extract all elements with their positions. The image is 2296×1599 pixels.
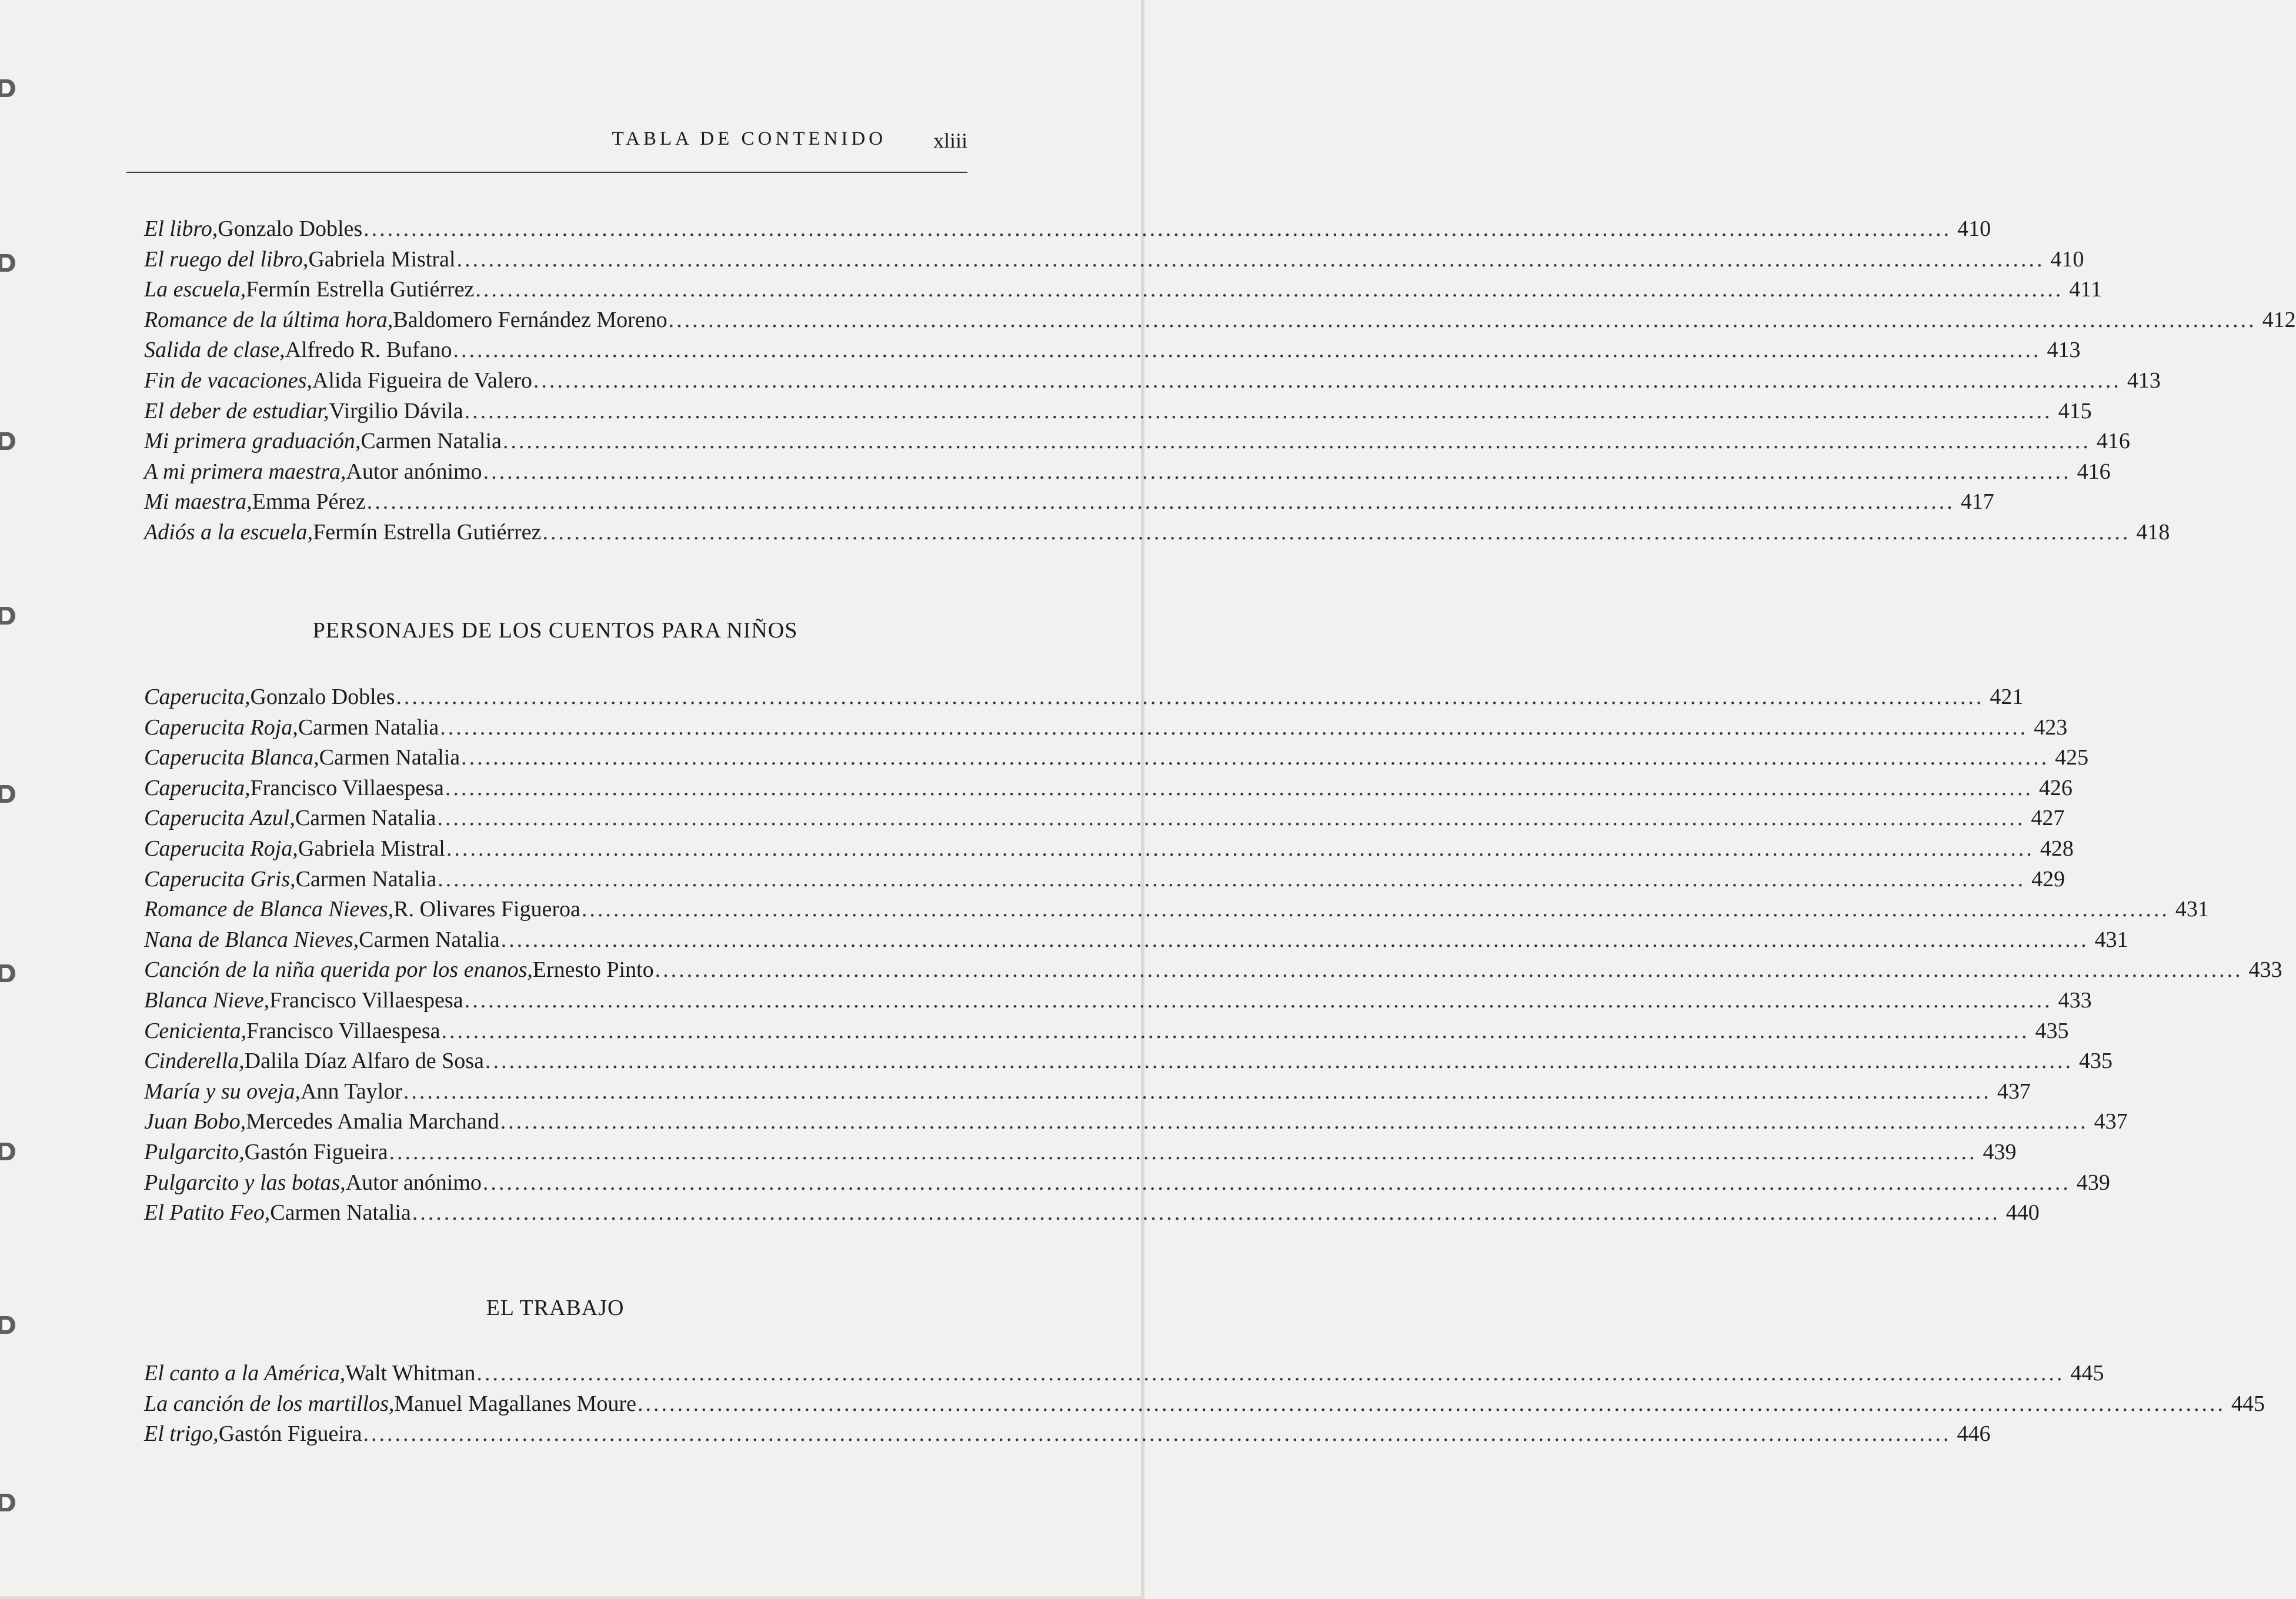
entry-page: 410 [1957, 216, 1991, 241]
dot-leader: ........................................................................................................................................................................................................ [475, 277, 2064, 302]
entry-title: El ruego del libro, [144, 246, 309, 272]
toc-entry [144, 426, 2130, 457]
entry-page: 416 [2077, 459, 2111, 484]
entry-author: Fermín Estrella Gutiérrez [313, 519, 542, 545]
running-header [126, 128, 967, 163]
toc-entry [144, 245, 2084, 275]
toc-entry [144, 1077, 2031, 1107]
entry-title: El trigo, [144, 1421, 219, 1447]
entry-title: El Patito Feo, [144, 1200, 271, 1226]
entry-page: 421 [1990, 685, 2024, 709]
dot-leader: ........................................................................................................................................................................................................ [500, 1109, 2088, 1134]
entry-title: La canción de los martillos, [144, 1391, 395, 1416]
header-rule [126, 172, 967, 173]
entry-title: A mi primera maestra, [144, 459, 346, 484]
punch-hole-icon [0, 254, 15, 272]
entry-title: El deber de estudiar, [144, 398, 329, 423]
entry-author: Virgilio Dávila [329, 398, 463, 423]
toc-entry [144, 803, 2065, 834]
dot-leader: ........................................................................................................................................................................................................ [542, 519, 2131, 545]
entry-author: Francisco Villaespesa [246, 1018, 440, 1043]
entry-author: Gonzalo Dobles [250, 685, 395, 709]
entry-author: Carmen Natalia [319, 745, 460, 770]
entry-title: Canción de la niña querida por los enanos, [144, 957, 533, 983]
dot-leader: ........................................................................................................................................................................................................ [500, 927, 2089, 952]
entry-author: Gonzalo Dobles [218, 216, 363, 241]
entry-page: 411 [2069, 277, 2102, 302]
entry-author: Ernesto Pinto [532, 957, 654, 983]
toc-entry [144, 1389, 2265, 1420]
entry-title: Caperucita Roja, [144, 836, 298, 861]
dot-leader: ........................................................................................................................................................................................................ [366, 489, 1955, 515]
entry-page: 446 [1957, 1421, 1991, 1447]
toc-entry [144, 1137, 2017, 1168]
toc-entry [144, 682, 2024, 713]
entry-title: Salida de clase, [144, 338, 285, 363]
entry-author: Francisco Villaespesa [269, 987, 463, 1013]
entry-title: Nana de Blanca Nieves, [144, 927, 359, 952]
entry-page: 416 [2096, 429, 2130, 454]
dot-leader: ........................................................................................................................................................................................................ [456, 246, 2045, 272]
entry-title: Blanca Nieve, [144, 987, 270, 1013]
toc-section-el-trabajo [144, 1358, 2265, 1450]
dot-leader: ........................................................................................................................................................................................................ [441, 1018, 2030, 1043]
entry-author: Emma Pérez [252, 489, 366, 515]
toc-entry [144, 986, 2092, 1016]
section-heading-el-trabajo: EL TRABAJO [486, 1296, 625, 1320]
section-heading-personajes: PERSONAJES DE LOS CUENTOS PARA NIÑOS [312, 618, 798, 643]
entry-author: Carmen Natalia [270, 1200, 411, 1226]
dot-leader: ........................................................................................................................................................................................................ [637, 1391, 2225, 1416]
entry-author: Manuel Magallanes Moure [394, 1391, 636, 1416]
toc-entry [144, 1419, 1991, 1450]
dot-leader: ........................................................................................................................................................................................................ [655, 957, 2243, 983]
toc-entry [144, 396, 2092, 427]
entry-page: 433 [2248, 957, 2282, 983]
entry-page: 437 [2094, 1109, 2128, 1134]
entry-author: Autor anónimo [346, 459, 482, 484]
entry-title: Caperucita, [144, 685, 251, 709]
entry-page: 417 [1960, 489, 1994, 515]
toc-entry [144, 743, 2089, 773]
entry-page: 425 [2055, 745, 2089, 770]
toc-entry [144, 1358, 2104, 1389]
entry-page: 413 [2127, 368, 2161, 393]
entry-author: Carmen Natalia [298, 715, 439, 740]
entry-author: Gabriela Mistral [308, 246, 456, 272]
entry-title: Caperucita Roja, [144, 715, 298, 740]
toc-entry [144, 487, 1994, 518]
entry-author: Ann Taylor [300, 1079, 402, 1104]
entry-title: Mi maestra, [144, 489, 252, 515]
toc-entry [144, 1016, 2069, 1047]
dot-leader: ........................................................................................................................................................................................................ [502, 429, 2091, 454]
toc-entry [144, 275, 2102, 305]
dot-leader: ........................................................................................................................................................................................................ [445, 775, 2033, 800]
entry-title: María y su oveja, [144, 1079, 301, 1104]
entry-title: Caperucita, [144, 775, 251, 800]
toc-entry [144, 457, 2111, 488]
entry-page: 445 [2231, 1391, 2265, 1416]
punch-hole-icon [0, 1494, 15, 1511]
entry-title: Caperucita Blanca, [144, 745, 319, 770]
toc-entry [144, 366, 2161, 396]
dot-leader: ........................................................................................................................................................................................................ [446, 836, 2034, 861]
toc-entry [144, 713, 2068, 743]
dot-leader: ........................................................................................................................................................................................................ [453, 338, 2041, 363]
toc-entry [144, 1168, 2110, 1199]
entry-title: Caperucita Gris, [144, 866, 296, 892]
punch-hole-icon [0, 1316, 15, 1334]
punch-hole-icon [0, 607, 15, 625]
entry-title: La escuela, [144, 277, 246, 302]
punch-hole-icon [0, 785, 15, 803]
entry-author: R. Olivares Figueroa [393, 897, 580, 922]
entry-author: Gastón Figueira [244, 1139, 388, 1164]
entry-title: Romance de Blanca Nieves, [144, 897, 394, 922]
toc-entry [144, 214, 1991, 245]
entry-page: 428 [2040, 836, 2074, 861]
entry-page: 439 [2076, 1170, 2110, 1195]
dot-leader: ........................................................................................................................................................................................................ [476, 1361, 2065, 1386]
entry-author: Alfredo R. Bufano [285, 338, 452, 363]
entry-title: Fin de vacaciones, [144, 368, 312, 393]
page-bottom-edge [0, 1596, 1144, 1599]
entry-author: Dalila Díaz Alfaro de Sosa [244, 1049, 484, 1074]
entry-title: Cenicienta, [144, 1018, 247, 1043]
punch-hole-icon [0, 432, 15, 450]
dot-leader: ........................................................................................................................................................................................................ [485, 1049, 2073, 1074]
toc-entry [144, 955, 2282, 986]
entry-page: 433 [2058, 987, 2092, 1013]
entry-page: 437 [1997, 1079, 2031, 1104]
entry-page: 431 [2094, 927, 2128, 952]
entry-page: 429 [2031, 866, 2065, 892]
dot-leader: ........................................................................................................................................................................................................ [396, 685, 1984, 709]
entry-page: 440 [2005, 1200, 2040, 1226]
entry-page: 415 [2058, 398, 2092, 423]
dot-leader: ........................................................................................................................................................................................................ [412, 1200, 2000, 1226]
entry-title: Juan Bobo, [144, 1109, 246, 1134]
toc-entry [144, 894, 2209, 925]
entry-page: 435 [2078, 1049, 2113, 1074]
entry-page: 423 [2034, 715, 2068, 740]
toc-section-personajes [144, 682, 2282, 1229]
toc-entry [144, 1198, 2040, 1229]
entry-page: 418 [2136, 519, 2170, 545]
entry-page: 427 [2031, 806, 2065, 831]
entry-author: Carmen Natalia [361, 429, 502, 454]
toc-entry [144, 1046, 2113, 1077]
entry-title: Cinderella, [144, 1049, 245, 1074]
dot-leader: ........................................................................................................................................................................................................ [363, 216, 1952, 241]
entry-author: Carmen Natalia [359, 927, 500, 952]
entry-title: Pulgarcito, [144, 1139, 245, 1164]
toc-entry [144, 773, 2073, 804]
entry-title: El libro, [144, 216, 218, 241]
entry-author: Carmen Natalia [295, 866, 437, 892]
entry-author: Autor anónimo [345, 1170, 482, 1195]
entry-author: Gabriela Mistral [298, 836, 445, 861]
entry-author: Gastón Figueira [218, 1421, 362, 1447]
entry-page: 445 [2070, 1361, 2104, 1386]
entry-title: Pulgarcito y las botas, [144, 1170, 346, 1195]
entry-author: Francisco Villaespesa [250, 775, 444, 800]
dot-leader: ........................................................................................................................................................................................................ [438, 866, 2026, 892]
dot-leader: ........................................................................................................................................................................................................ [464, 987, 2053, 1013]
entry-author: Walt Whitman [345, 1361, 476, 1386]
toc-entry [144, 335, 2081, 366]
entry-title: Caperucita Azul, [144, 806, 295, 831]
page-number: xliii [933, 129, 967, 152]
entry-author: Alida Figueira de Valero [312, 368, 532, 393]
entry-author: Carmen Natalia [295, 806, 436, 831]
punch-hole-icon [0, 964, 15, 982]
toc-entry [144, 834, 2074, 864]
entry-page: 426 [2038, 775, 2073, 800]
entry-page: 413 [2047, 338, 2081, 363]
dot-leader: ........................................................................................................................................................................................................ [403, 1079, 1991, 1104]
entry-page: 435 [2035, 1018, 2069, 1043]
dot-leader: ........................................................................................................................................................................................................ [581, 897, 2170, 922]
entry-author: Fermín Estrella Gutiérrez [246, 277, 475, 302]
entry-title: Romance de la última hora, [144, 307, 393, 332]
entry-title: El canto a la América, [144, 1361, 346, 1386]
punch-hole-icon [0, 79, 15, 97]
dot-leader: ........................................................................................................................................................................................................ [461, 745, 2050, 770]
toc-entry [144, 305, 2296, 336]
entry-author: Baldomero Fernández Moreno [393, 307, 668, 332]
entry-page: 412 [2262, 307, 2296, 332]
toc-section-continued [144, 214, 2296, 548]
entry-title: Adiós a la escuela, [144, 519, 313, 545]
dot-leader: ........................................................................................................................................................................................................ [533, 368, 2121, 393]
entry-page: 431 [2175, 897, 2209, 922]
dot-leader: ........................................................................................................................................................................................................ [483, 459, 2071, 484]
entry-page: 410 [2050, 246, 2084, 272]
toc-entry [144, 1107, 2128, 1137]
dot-leader: ........................................................................................................................................................................................................ [668, 307, 2257, 332]
entry-author: Mercedes Amalia Marchand [246, 1109, 499, 1134]
entry-title: Mi primera graduación, [144, 429, 361, 454]
toc-entry [144, 925, 2128, 956]
punch-hole-icon [0, 1143, 15, 1160]
dot-leader: ........................................................................................................................................................................................................ [440, 715, 2028, 740]
dot-leader: ........................................................................................................................................................................................................ [464, 398, 2053, 423]
entry-page: 439 [1983, 1139, 2017, 1164]
dot-leader: ........................................................................................................................................................................................................ [363, 1421, 1951, 1447]
toc-entry [144, 864, 2065, 895]
dot-leader: ........................................................................................................................................................................................................ [482, 1170, 2071, 1195]
dot-leader: ........................................................................................................................................................................................................ [437, 806, 2025, 831]
toc-entry [144, 518, 2170, 548]
running-header-title: TABLA DE CONTENIDO [612, 128, 886, 149]
dot-leader: ........................................................................................................................................................................................................ [389, 1139, 1977, 1164]
